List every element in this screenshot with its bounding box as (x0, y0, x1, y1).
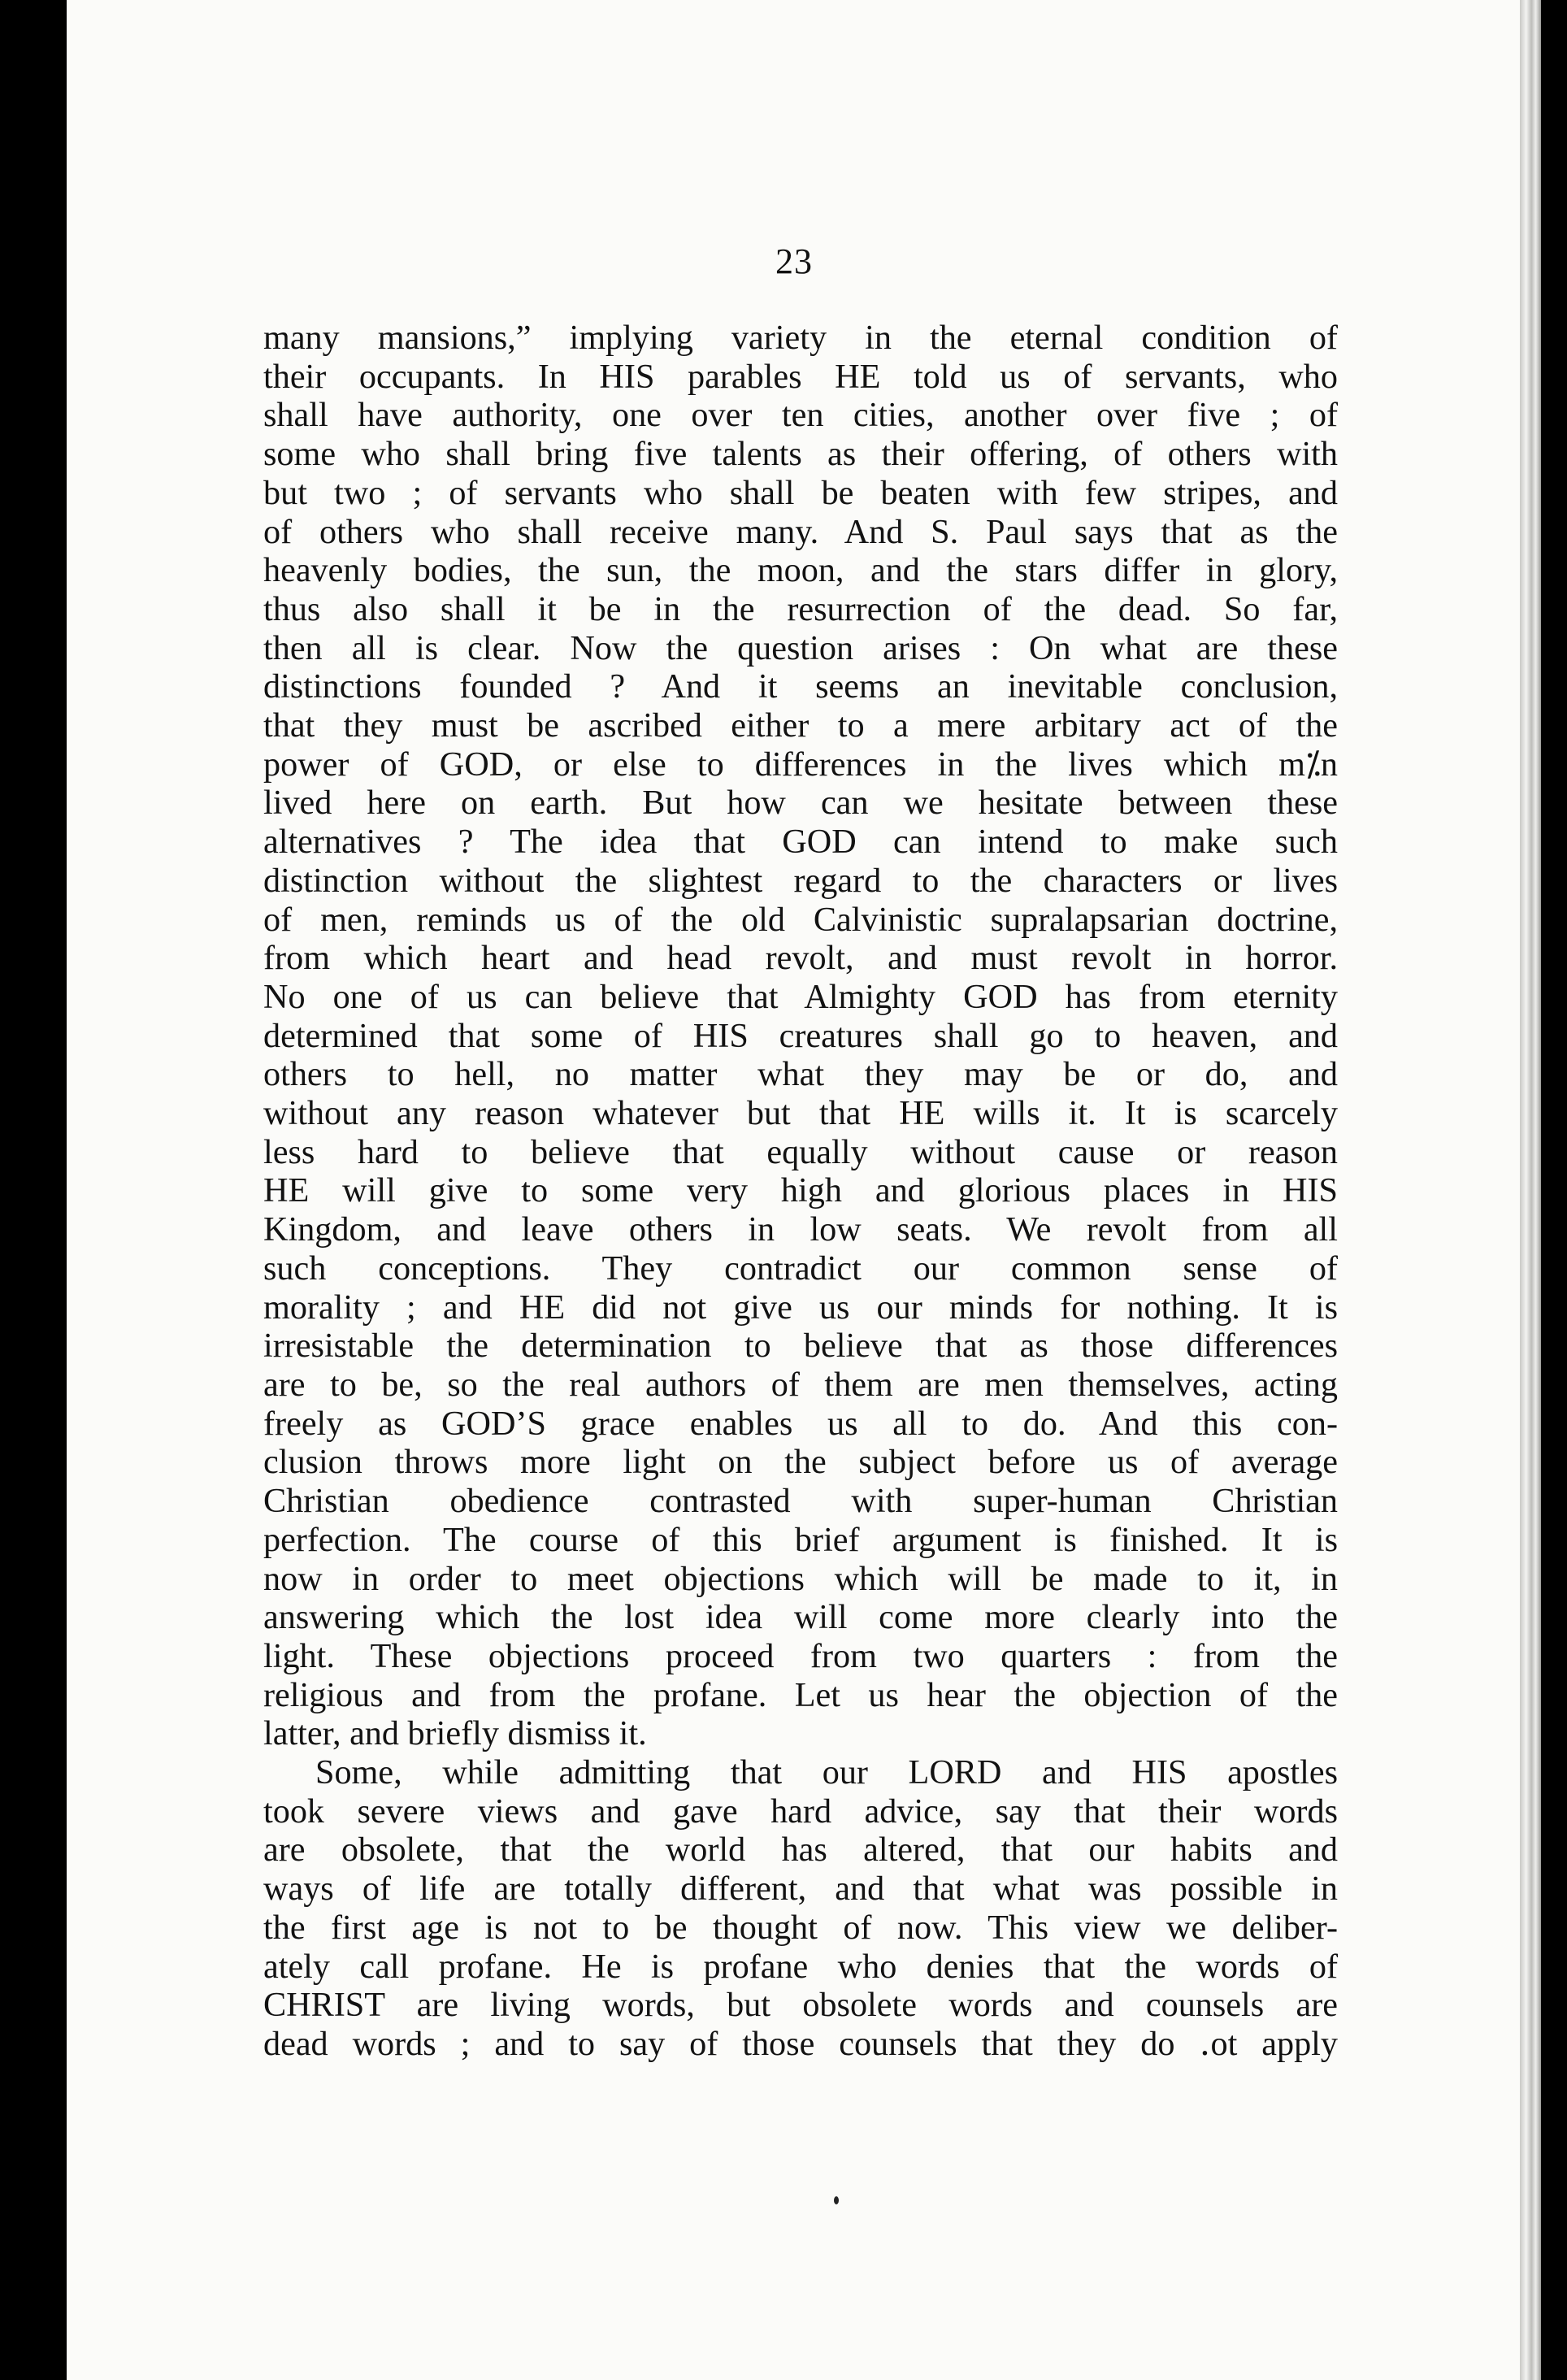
text-line: power of GOD, or else to differences in the lives which m⁒n (263, 745, 1338, 784)
text-line: dead words ; and to say of those counsels that they do ․ot apply (263, 2024, 1338, 2063)
text-line: such conceptions. They contradict our common sense of (263, 1249, 1338, 1288)
text-line: No one of us can believe that Almighty GOD has from eternity (263, 977, 1338, 1016)
text-line: ways of life are totally different, and that what was possible in (263, 1870, 1338, 1909)
text-line: heavenly bodies, the sun, the moon, and the stars differ in glory, (263, 551, 1338, 590)
text-line: ately call profane. He is profane who denies that the words of (263, 1947, 1338, 1986)
page-edge (1520, 0, 1541, 2380)
print-speck (834, 2196, 839, 2204)
text-line: Kingdom, and leave others in low seats. We revolt from all (263, 1210, 1338, 1249)
page-number: 23 (775, 241, 813, 281)
text-line: determined that some of HIS creatures shall go to heaven, and (263, 1016, 1338, 1055)
text-line: took severe views and gave hard advice, say that their words (263, 1792, 1338, 1831)
text-line: many mansions,” implying variety in the eternal condition of (263, 319, 1338, 357)
text-line: light. These objections proceed from two quarters : from the (263, 1636, 1338, 1675)
text-line: CHRIST are living words, but obsolete words and counsels are (263, 1986, 1338, 2025)
paragraph-1 (263, 319, 1338, 1753)
text-line: their occupants. In HIS parables HE told us of servants, who (263, 357, 1338, 396)
text-line: others to hell, no matter what they may be or do, and (263, 1055, 1338, 1094)
book-page (67, 0, 1521, 2380)
text-line: alternatives ? The idea that GOD can intend to make such (263, 823, 1338, 862)
text-line: freely as GOD’S grace enables us all to do. And this con- (263, 1404, 1338, 1443)
text-line: morality ; and HE did not give us our minds for nothing. It is (263, 1288, 1338, 1327)
text-line: distinctions founded ? And it seems an inevitable conclusion, (263, 667, 1338, 706)
text-line: now in order to meet objections which will be made to it, in (263, 1559, 1338, 1598)
text-line: Some, while admitting that our LORD and HIS apostles (315, 1753, 1338, 1792)
text-line: shall have authority, one over ten cities, another over five ; of (263, 396, 1338, 435)
text-line: of others who shall receive many. And S. Paul says that as the (263, 512, 1338, 551)
paragraph-2 (263, 1753, 1338, 2064)
text-line: religious and from the profane. Let us hear the objection of the (263, 1675, 1338, 1714)
text-line: Christian obedience contrasted with super-human Christian (263, 1482, 1338, 1521)
text-line: from which heart and head revolt, and must revolt in horror. (263, 939, 1338, 978)
text-line: distinction without the slightest regard to the characters or lives (263, 861, 1338, 900)
text-line: but two ; of servants who shall be beaten with few stripes, and (263, 473, 1338, 512)
text-line: without any reason whatever but that HE wills it. It is scarcely (263, 1094, 1338, 1133)
text-line: HE will give to some very high and glorious places in HIS (263, 1171, 1338, 1210)
text-line: perfection. The course of this brief argument is finished. It is (263, 1520, 1338, 1559)
body-text (263, 319, 1338, 2064)
text-line: some who shall bring five talents as their offering, of others with (263, 435, 1338, 474)
text-line: answering which the lost idea will come more clearly into the (263, 1598, 1338, 1637)
text-line: that they must be ascribed either to a mere arbitary act of the (263, 706, 1338, 745)
text-line: latter, and briefly dismiss it. (263, 1714, 647, 1753)
text-line: then all is clear. Now the question arises : On what are these (263, 628, 1338, 667)
text-line: of men, reminds us of the old Calvinistic supralapsarian doctrine, (263, 900, 1338, 939)
text-line: the first age is not to be thought of now. This view we deliber- (263, 1908, 1338, 1947)
text-line: are to be, so the real authors of them are men themselves, acting (263, 1365, 1338, 1404)
text-line: irresistable the determination to believe that as those differences (263, 1327, 1338, 1366)
text-line: clusion throws more light on the subject before us of average (263, 1443, 1338, 1482)
text-line: lived here on earth. But how can we hesitate between these (263, 784, 1338, 823)
text-line: thus also shall it be in the resurrection of the dead. So far, (263, 589, 1338, 628)
text-line: are obsolete, that the world has altered, that our habits and (263, 1831, 1338, 1870)
text-line: less hard to believe that equally without cause or reason (263, 1132, 1338, 1171)
